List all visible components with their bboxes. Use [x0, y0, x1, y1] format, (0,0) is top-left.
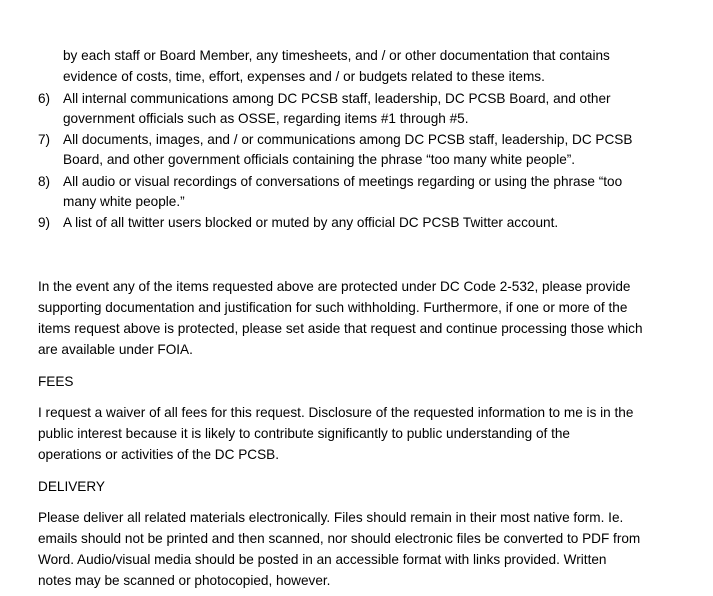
section-heading-delivery: DELIVERY [38, 479, 105, 494]
paragraph-line: In the event any of the items requested above are protected under DC Code 2-532, please provide [38, 279, 631, 294]
list-item-number: 7) [38, 132, 51, 147]
list-item-number: 8) [38, 174, 51, 189]
list-continuation-line: by each staff or Board Member, any timesheets, and / or other documentation that contains [63, 48, 610, 63]
paragraph-line: I request a waiver of all fees for this request. Disclosure of the requested information to me is in the [38, 405, 634, 420]
list-item-number: 9) [38, 215, 51, 230]
paragraph-line: are available under FOIA. [38, 342, 193, 357]
paragraph-line: Please deliver all related materials electronically. Files should remain in their most native form. Ie. [38, 510, 624, 525]
list-item-text: A list of all twitter users blocked or muted by any official DC PCSB Twitter account. [63, 215, 559, 230]
list-item-text: many white people.” [63, 194, 185, 209]
paragraph-line: operations or activities of the DC PCSB. [38, 447, 280, 462]
section-heading-fees: FEES [38, 374, 74, 389]
paragraph-line: emails should not be printed and then scanned, nor should electronic files be converted to PDF from [38, 531, 641, 546]
list-item-text: Board, and other government officials containing the phrase “too many white people”. [63, 152, 576, 167]
list-item-text: government officials such as OSSE, regarding items #1 through #5. [63, 111, 469, 126]
paragraph-line: items request above is protected, please set aside that request and continue processing those which [38, 321, 643, 336]
paragraph-line: notes may be scanned or photocopied, however. [38, 573, 331, 588]
paragraph-line: public interest because it is likely to contribute significantly to public understanding of the [38, 426, 570, 441]
paragraph-line: supporting documentation and justification for such withholding. Furthermore, if one or more of the [38, 300, 628, 315]
paragraph-line: Word. Audio/visual media should be posted in an accessible format with links provided. Written [38, 552, 607, 567]
list-item-text: All audio or visual recordings of conversations of meetings regarding or using the phrase “too [63, 174, 623, 189]
list-item-text: All documents, images, and / or communications among DC PCSB staff, leadership, DC PCSB [63, 132, 633, 147]
list-item-text: All internal communications among DC PCSB staff, leadership, DC PCSB Board, and other [63, 91, 611, 106]
list-item-number: 6) [38, 91, 51, 106]
list-continuation-line: evidence of costs, time, effort, expenses and / or budgets related to these items. [63, 69, 545, 84]
